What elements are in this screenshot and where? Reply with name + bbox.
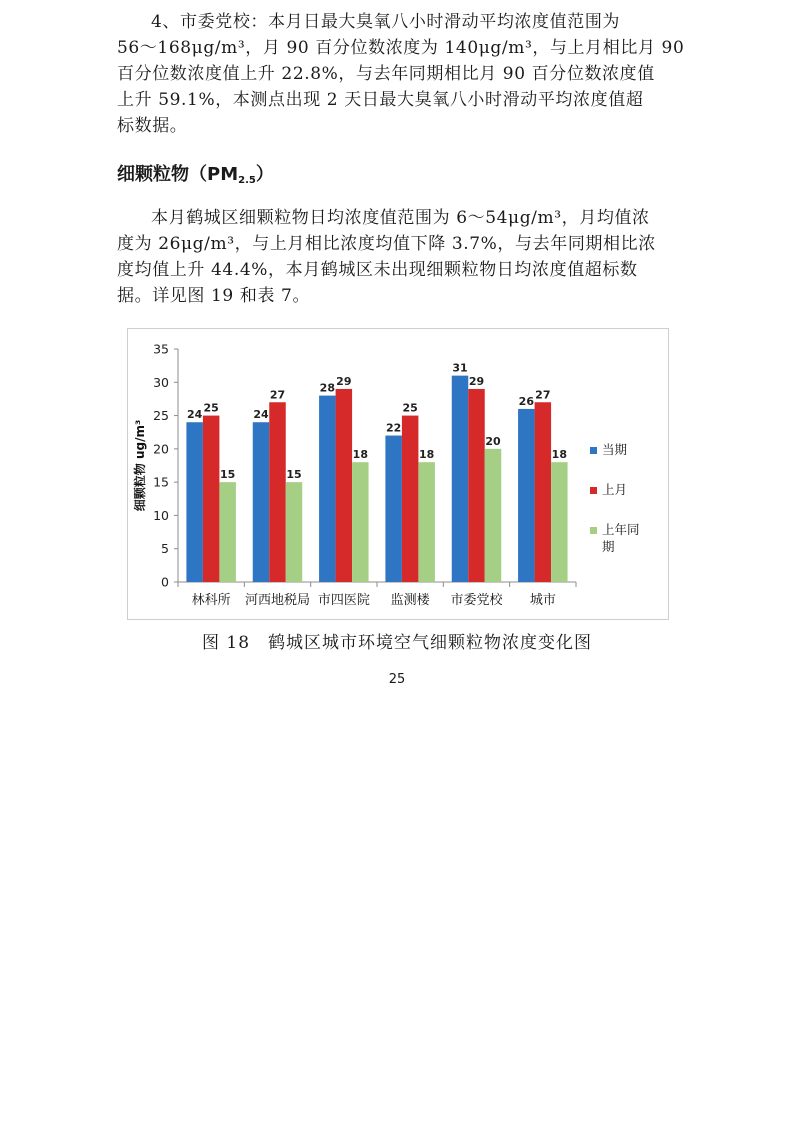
x-tick-label: 市委党校 [450,593,503,608]
data-label: 24 [187,408,203,422]
bar-1 [319,396,336,582]
legend-swatch [590,487,597,494]
data-label: 25 [402,401,418,415]
bar-1 [186,422,203,582]
data-label: 15 [286,468,302,482]
figure-caption: 图 18 鹤城区城市环境空气细颗粒物浓度变化图 [201,633,593,653]
paragraph-line: 度均值上升 44.4%，本月鹤城区未出现细颗粒物日均浓度值超标数 [117,260,638,280]
bar-1 [253,422,270,582]
paragraph-line: 标数据。 [117,116,188,136]
x-tick-label: 城市 [529,593,556,608]
heading-text: 细颗粒物（PM [117,164,239,185]
bar-2 [336,389,353,582]
paragraph-line: 4、市委党校：本月日最大臭氧八小时滑动平均浓度值范围为 [151,12,621,32]
heading-close: ） [255,164,274,185]
data-label: 29 [468,374,485,388]
x-tick-label: 河西地税局 [244,593,311,608]
paragraph-line: 56～168μg/m³，月 90 百分位数浓度为 140μg/m³，与上月相比月 90 [117,38,685,58]
legend-label-continued: 期 [602,539,615,554]
paragraph-line: 百分位数浓度值上升 22.8%，与去年同期相比月 90 百分位数浓度值 [117,64,655,84]
y-tick-label: 20 [153,441,169,457]
data-label: 27 [535,388,551,402]
bar-1 [518,409,535,582]
paragraph-line: 据。详见图 19 和表 7。 [117,286,311,306]
y-tick-label: 35 [153,341,169,357]
legend-label: 上年同 [602,522,640,537]
y-tick-label: 15 [153,474,169,490]
legend-label: 上月 [602,482,628,497]
y-axis-label: 细颗粒物 ug/m³ [133,419,147,512]
bar-3 [485,449,502,582]
bar-1 [452,376,469,582]
data-label: 18 [419,448,435,462]
paragraph-line: 本月鹤城区细颗粒物日均浓度值范围为 6～54μg/m³，月均值浓 [151,208,650,228]
data-label: 29 [336,374,352,388]
bar-3 [418,462,435,582]
x-tick-label: 监测楼 [390,593,430,608]
data-label: 22 [386,421,402,435]
bar-3 [286,482,303,582]
paragraph-line: 度为 26μg/m³，与上月相比浓度均值下降 3.7%，与去年同期相比浓 [117,234,656,254]
data-label: 24 [253,408,269,422]
x-tick-label: 市四医院 [317,593,370,608]
data-label: 15 [220,468,236,482]
paragraph-ozone-party-school [117,9,685,139]
data-label: 18 [352,448,368,462]
bar-3 [551,462,568,582]
bar-2 [468,389,485,582]
legend-swatch [590,527,597,534]
bar-3 [352,462,369,582]
data-label: 28 [319,381,335,395]
y-tick-label: 10 [153,507,169,523]
bar-2 [203,416,220,582]
paragraph-pm25 [117,205,677,309]
data-label: 26 [518,394,534,408]
data-label: 20 [485,434,501,448]
chart-svg [128,329,668,619]
y-tick-label: 30 [153,374,169,390]
data-label: 18 [551,448,567,462]
legend-label: 当期 [602,442,628,457]
bar-2 [535,402,552,582]
bar-1 [385,436,402,582]
y-tick-label: 0 [161,574,169,590]
bar-3 [219,482,236,582]
bar-2 [402,416,419,582]
legend-swatch [590,447,597,454]
data-label: 25 [203,401,219,415]
x-tick-label: 林科所 [191,593,231,608]
data-label: 31 [452,361,468,375]
data-label: 27 [269,388,286,402]
section-heading [117,163,274,193]
pm25-bar-chart [127,328,669,620]
bar-2 [269,402,286,582]
paragraph-line: 上升 59.1%，本测点出现 2 天日最大臭氧八小时滑动平均浓度值超 [117,90,644,110]
y-tick-label: 5 [161,541,169,557]
heading-subscript: 2.5 [238,175,256,186]
page-number: 25 [388,672,406,687]
y-tick-label: 25 [153,408,169,424]
